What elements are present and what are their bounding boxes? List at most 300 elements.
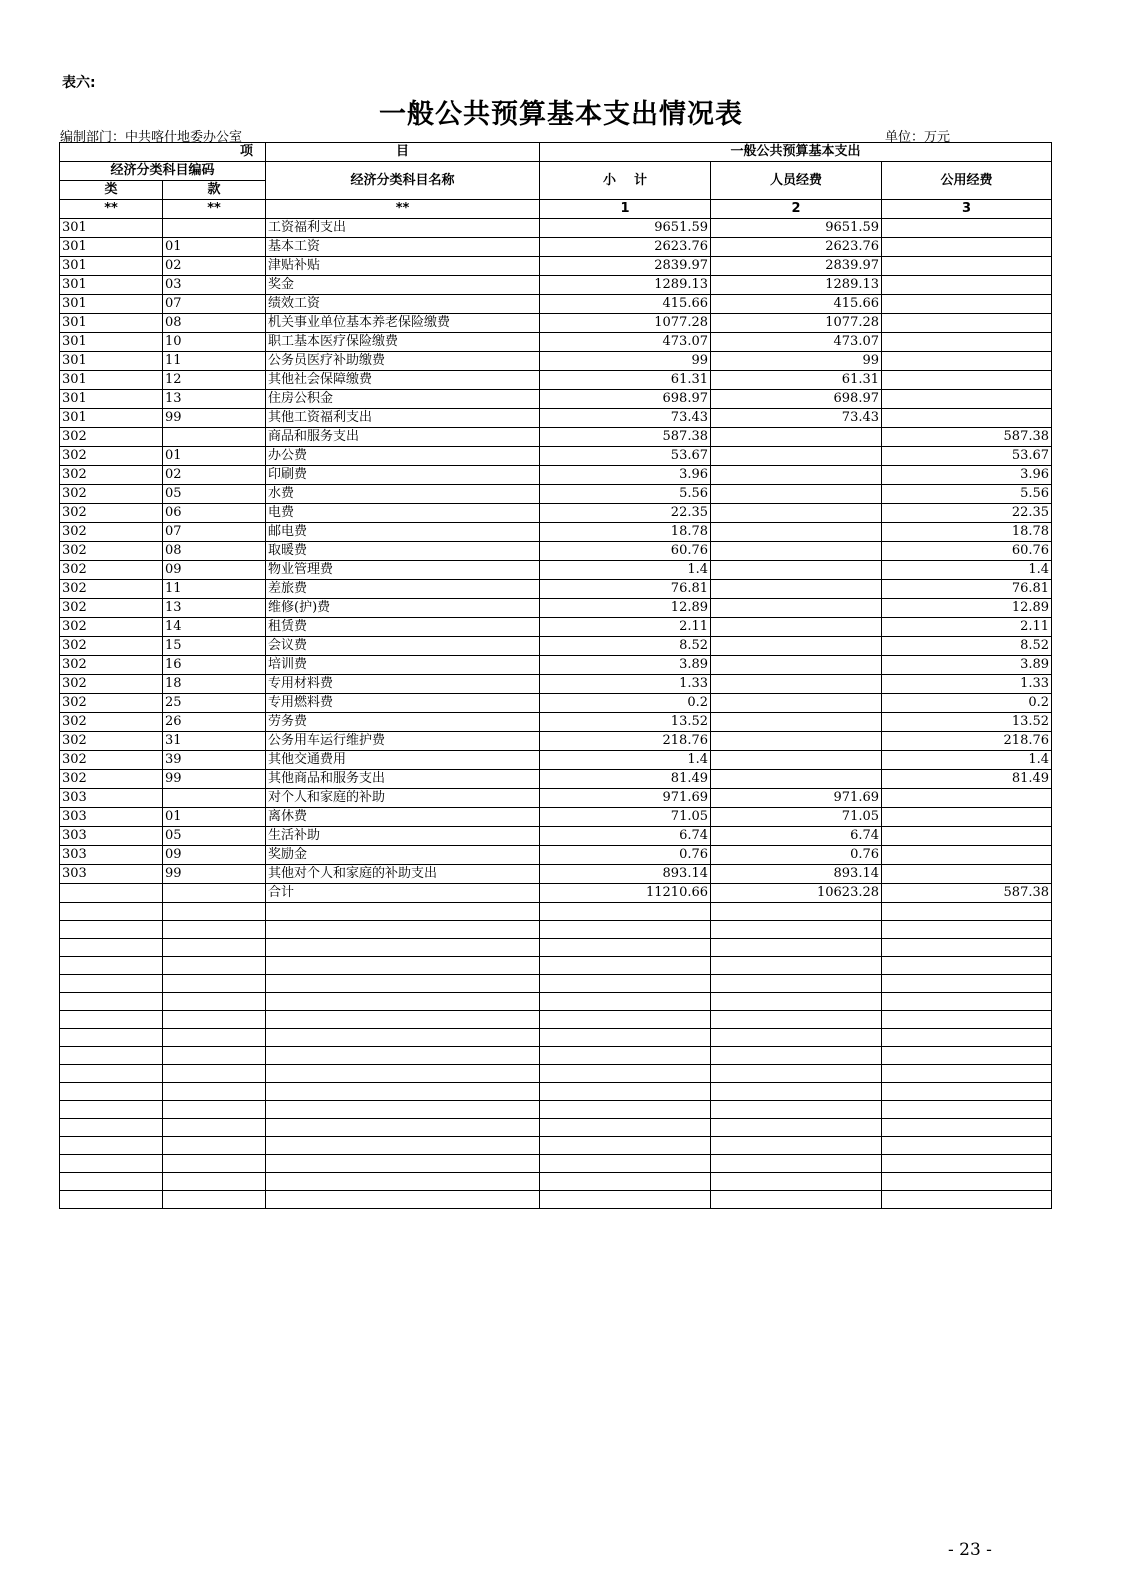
cell-personnel: 0.76	[711, 846, 882, 865]
cell-kuan: 02	[163, 466, 266, 485]
cell-public	[882, 352, 1052, 371]
cell-public	[882, 975, 1052, 993]
cell-name: 物业管理费	[266, 561, 540, 580]
table-row	[60, 846, 1052, 865]
index-kuan: **	[163, 200, 266, 219]
cell-subtotal: 5.56	[540, 485, 711, 504]
cell-lei: 301	[60, 257, 163, 276]
cell-name	[266, 1047, 540, 1065]
table-row	[60, 314, 1052, 333]
table-row	[60, 580, 1052, 599]
cell-kuan: 05	[163, 485, 266, 504]
cell-public: 587.38	[882, 884, 1052, 903]
cell-lei	[60, 939, 163, 957]
cell-name: 维修(护)费	[266, 599, 540, 618]
cell-name: 其他交通费用	[266, 751, 540, 770]
cell-personnel	[711, 504, 882, 523]
cell-lei: 303	[60, 846, 163, 865]
cell-lei: 302	[60, 751, 163, 770]
cell-name: 奖金	[266, 276, 540, 295]
cell-lei	[60, 993, 163, 1011]
cell-kuan: 07	[163, 523, 266, 542]
cell-personnel	[711, 1155, 882, 1173]
unit-label: 单位：万元	[885, 130, 951, 145]
table-row	[60, 219, 1052, 238]
cell-subtotal: 2623.76	[540, 238, 711, 257]
cell-kuan: 01	[163, 238, 266, 257]
cell-public: 8.52	[882, 637, 1052, 656]
cell-name: 培训费	[266, 656, 540, 675]
cell-subtotal	[540, 1155, 711, 1173]
cell-personnel	[711, 637, 882, 656]
header-row-2	[60, 162, 1052, 181]
cell-name: 生活补助	[266, 827, 540, 846]
cell-lei: 302	[60, 732, 163, 751]
cell-public	[882, 1155, 1052, 1173]
cell-name	[266, 957, 540, 975]
cell-lei: 302	[60, 428, 163, 447]
cell-public: 587.38	[882, 428, 1052, 447]
index-name: **	[266, 200, 540, 219]
cell-subtotal: 13.52	[540, 713, 711, 732]
cell-subtotal: 0.2	[540, 694, 711, 713]
cell-personnel	[711, 1173, 882, 1191]
cell-subtotal	[540, 1119, 711, 1137]
cell-personnel: 1077.28	[711, 314, 882, 333]
cell-public	[882, 993, 1052, 1011]
cell-public: 2.11	[882, 618, 1052, 637]
cell-kuan	[163, 993, 266, 1011]
cell-name: 职工基本医疗保险缴费	[266, 333, 540, 352]
cell-subtotal: 76.81	[540, 580, 711, 599]
table-row	[60, 675, 1052, 694]
cell-kuan	[163, 903, 266, 921]
cell-subtotal	[540, 903, 711, 921]
cell-kuan: 99	[163, 409, 266, 428]
cell-subtotal: 2.11	[540, 618, 711, 637]
cell-personnel	[711, 1029, 882, 1047]
cell-lei: 302	[60, 485, 163, 504]
cell-name: 津贴补贴	[266, 257, 540, 276]
cell-kuan	[163, 1119, 266, 1137]
table-row	[60, 656, 1052, 675]
index-1: 1	[540, 200, 711, 219]
cell-subtotal	[540, 993, 711, 1011]
header-item-right: 目	[266, 143, 540, 162]
table-row	[60, 957, 1052, 975]
table-row	[60, 770, 1052, 789]
cell-name	[266, 1065, 540, 1083]
cell-subtotal: 0.76	[540, 846, 711, 865]
cell-personnel	[711, 656, 882, 675]
cell-subtotal	[540, 1047, 711, 1065]
cell-personnel	[711, 921, 882, 939]
cell-public	[882, 314, 1052, 333]
cell-lei: 303	[60, 827, 163, 846]
cell-name	[266, 1101, 540, 1119]
table-row	[60, 884, 1052, 903]
table-row	[60, 1173, 1052, 1191]
table-row	[60, 523, 1052, 542]
cell-name	[266, 1155, 540, 1173]
cell-lei: 302	[60, 447, 163, 466]
cell-name: 其他对个人和家庭的补助支出	[266, 865, 540, 884]
cell-lei: 301	[60, 352, 163, 371]
cell-lei: 301	[60, 295, 163, 314]
cell-name	[266, 1191, 540, 1209]
cell-personnel: 61.31	[711, 371, 882, 390]
cell-lei: 301	[60, 390, 163, 409]
cell-subtotal: 53.67	[540, 447, 711, 466]
cell-personnel: 99	[711, 352, 882, 371]
cell-lei: 301	[60, 219, 163, 238]
cell-name: 基本工资	[266, 238, 540, 257]
table-row	[60, 447, 1052, 466]
header-row-1	[60, 143, 1052, 162]
cell-name	[266, 1011, 540, 1029]
cell-name: 劳务费	[266, 713, 540, 732]
cell-lei: 302	[60, 770, 163, 789]
table-row	[60, 789, 1052, 808]
cell-kuan	[163, 1155, 266, 1173]
cell-lei: 302	[60, 580, 163, 599]
table-row	[60, 827, 1052, 846]
cell-public	[882, 238, 1052, 257]
cell-personnel	[711, 618, 882, 637]
cell-name: 对个人和家庭的补助	[266, 789, 540, 808]
cell-kuan: 13	[163, 599, 266, 618]
cell-subtotal: 18.78	[540, 523, 711, 542]
header-index-row	[60, 200, 1052, 219]
cell-personnel: 1289.13	[711, 276, 882, 295]
table-row	[60, 1137, 1052, 1155]
cell-personnel	[711, 599, 882, 618]
cell-subtotal	[540, 1011, 711, 1029]
cell-name: 工资福利支出	[266, 219, 540, 238]
cell-public	[882, 1191, 1052, 1209]
cell-public	[882, 1119, 1052, 1137]
cell-kuan	[163, 1029, 266, 1047]
cell-public	[882, 276, 1052, 295]
table-row	[60, 542, 1052, 561]
table-row	[60, 561, 1052, 580]
table-row	[60, 694, 1052, 713]
cell-public	[882, 1029, 1052, 1047]
cell-public	[882, 957, 1052, 975]
cell-kuan: 08	[163, 314, 266, 333]
cell-kuan	[163, 957, 266, 975]
cell-name: 机关事业单位基本养老保险缴费	[266, 314, 540, 333]
cell-kuan	[163, 1101, 266, 1119]
cell-kuan: 10	[163, 333, 266, 352]
cell-personnel: 9651.59	[711, 219, 882, 238]
cell-personnel	[711, 1065, 882, 1083]
cell-kuan	[163, 1191, 266, 1209]
cell-kuan	[163, 428, 266, 447]
cell-personnel	[711, 939, 882, 957]
table-number: 表六:	[62, 75, 96, 91]
table-row	[60, 637, 1052, 656]
table-row	[60, 618, 1052, 637]
cell-name: 邮电费	[266, 523, 540, 542]
table-row	[60, 975, 1052, 993]
cell-personnel	[711, 903, 882, 921]
cell-personnel	[711, 975, 882, 993]
table-row	[60, 1083, 1052, 1101]
cell-subtotal: 1077.28	[540, 314, 711, 333]
header-public: 公用经费	[882, 162, 1052, 200]
cell-personnel	[711, 1011, 882, 1029]
table-row	[60, 713, 1052, 732]
cell-subtotal: 1.4	[540, 561, 711, 580]
cell-kuan: 18	[163, 675, 266, 694]
budget-table	[59, 142, 1052, 1209]
cell-public: 53.67	[882, 447, 1052, 466]
cell-subtotal: 22.35	[540, 504, 711, 523]
cell-kuan: 01	[163, 447, 266, 466]
cell-personnel	[711, 713, 882, 732]
cell-public	[882, 789, 1052, 808]
cell-personnel	[711, 770, 882, 789]
cell-public: 81.49	[882, 770, 1052, 789]
cell-lei	[60, 1029, 163, 1047]
table-row	[60, 1047, 1052, 1065]
cell-subtotal: 473.07	[540, 333, 711, 352]
cell-name: 办公费	[266, 447, 540, 466]
table-row	[60, 1029, 1052, 1047]
cell-lei	[60, 884, 163, 903]
cell-subtotal: 3.89	[540, 656, 711, 675]
cell-lei: 302	[60, 466, 163, 485]
table-row	[60, 1119, 1052, 1137]
cell-lei	[60, 903, 163, 921]
cell-public	[882, 257, 1052, 276]
cell-kuan: 31	[163, 732, 266, 751]
cell-kuan: 01	[163, 808, 266, 827]
cell-subtotal	[540, 921, 711, 939]
cell-name	[266, 1137, 540, 1155]
cell-public: 5.56	[882, 485, 1052, 504]
cell-personnel: 2623.76	[711, 238, 882, 257]
cell-subtotal: 3.96	[540, 466, 711, 485]
cell-personnel: 6.74	[711, 827, 882, 846]
cell-subtotal	[540, 975, 711, 993]
cell-kuan	[163, 1047, 266, 1065]
cell-kuan: 09	[163, 846, 266, 865]
table-row	[60, 504, 1052, 523]
cell-personnel	[711, 485, 882, 504]
cell-personnel	[711, 1101, 882, 1119]
cell-personnel	[711, 1083, 882, 1101]
cell-name	[266, 1029, 540, 1047]
cell-lei: 301	[60, 314, 163, 333]
cell-personnel	[711, 1047, 882, 1065]
cell-kuan: 11	[163, 352, 266, 371]
cell-kuan	[163, 219, 266, 238]
cell-name: 其他社会保障缴费	[266, 371, 540, 390]
cell-personnel	[711, 580, 882, 599]
cell-subtotal: 11210.66	[540, 884, 711, 903]
table-row	[60, 485, 1052, 504]
cell-personnel: 73.43	[711, 409, 882, 428]
document-title: 一般公共预算基本支出情况表	[379, 99, 743, 130]
cell-name: 公务用车运行维护费	[266, 732, 540, 751]
cell-name: 合计	[266, 884, 540, 903]
table-row	[60, 808, 1052, 827]
cell-public	[882, 371, 1052, 390]
cell-public	[882, 903, 1052, 921]
cell-name	[266, 1119, 540, 1137]
cell-personnel	[711, 1119, 882, 1137]
cell-lei: 301	[60, 333, 163, 352]
header-budget: 一般公共预算基本支出	[540, 143, 1052, 162]
cell-lei: 302	[60, 542, 163, 561]
cell-lei: 303	[60, 865, 163, 884]
table-row	[60, 921, 1052, 939]
cell-public	[882, 390, 1052, 409]
cell-lei	[60, 1191, 163, 1209]
cell-kuan: 14	[163, 618, 266, 637]
cell-personnel	[711, 523, 882, 542]
cell-personnel: 971.69	[711, 789, 882, 808]
cell-public	[882, 409, 1052, 428]
cell-name: 其他商品和服务支出	[266, 770, 540, 789]
cell-lei: 302	[60, 694, 163, 713]
cell-public	[882, 1173, 1052, 1191]
cell-kuan	[163, 939, 266, 957]
table-row	[60, 333, 1052, 352]
cell-subtotal	[540, 939, 711, 957]
cell-name	[266, 1083, 540, 1101]
table-row	[60, 865, 1052, 884]
cell-lei: 302	[60, 675, 163, 694]
cell-kuan: 11	[163, 580, 266, 599]
cell-lei	[60, 1065, 163, 1083]
cell-public	[882, 808, 1052, 827]
cell-name	[266, 975, 540, 993]
table-row	[60, 1155, 1052, 1173]
table-row	[60, 1011, 1052, 1029]
table-row	[60, 732, 1052, 751]
cell-personnel: 415.66	[711, 295, 882, 314]
cell-public	[882, 219, 1052, 238]
cell-public: 76.81	[882, 580, 1052, 599]
header-kuan: 款	[163, 181, 266, 200]
cell-public	[882, 1011, 1052, 1029]
cell-kuan: 99	[163, 865, 266, 884]
cell-public: 218.76	[882, 732, 1052, 751]
cell-name: 专用材料费	[266, 675, 540, 694]
cell-personnel	[711, 957, 882, 975]
cell-subtotal	[540, 1191, 711, 1209]
cell-personnel: 893.14	[711, 865, 882, 884]
cell-subtotal: 971.69	[540, 789, 711, 808]
cell-kuan: 39	[163, 751, 266, 770]
cell-public	[882, 865, 1052, 884]
cell-name: 会议费	[266, 637, 540, 656]
cell-kuan: 09	[163, 561, 266, 580]
page-number: - 23 -	[948, 1540, 992, 1560]
cell-kuan	[163, 884, 266, 903]
cell-public	[882, 1083, 1052, 1101]
table-row	[60, 1065, 1052, 1083]
cell-kuan: 25	[163, 694, 266, 713]
header-personnel: 人员经费	[711, 162, 882, 200]
cell-subtotal	[540, 1029, 711, 1047]
cell-personnel	[711, 561, 882, 580]
cell-subtotal: 587.38	[540, 428, 711, 447]
cell-kuan	[163, 1011, 266, 1029]
cell-subtotal	[540, 1083, 711, 1101]
cell-name: 印刷费	[266, 466, 540, 485]
cell-kuan: 12	[163, 371, 266, 390]
cell-subtotal	[540, 1065, 711, 1083]
cell-kuan: 05	[163, 827, 266, 846]
cell-lei	[60, 957, 163, 975]
cell-name: 专用燃料费	[266, 694, 540, 713]
cell-kuan	[163, 1065, 266, 1083]
cell-personnel: 2839.97	[711, 257, 882, 276]
cell-subtotal: 415.66	[540, 295, 711, 314]
cell-kuan: 06	[163, 504, 266, 523]
cell-public: 13.52	[882, 713, 1052, 732]
header-subtotal: 小 计	[540, 162, 711, 200]
cell-lei	[60, 1011, 163, 1029]
table-row	[60, 371, 1052, 390]
cell-public	[882, 939, 1052, 957]
cell-personnel	[711, 1191, 882, 1209]
cell-kuan: 02	[163, 257, 266, 276]
table-row	[60, 599, 1052, 618]
cell-personnel	[711, 466, 882, 485]
table-row	[60, 1191, 1052, 1209]
cell-kuan: 99	[163, 770, 266, 789]
index-2: 2	[711, 200, 882, 219]
cell-kuan: 26	[163, 713, 266, 732]
cell-subtotal: 71.05	[540, 808, 711, 827]
cell-public: 22.35	[882, 504, 1052, 523]
cell-subtotal: 61.31	[540, 371, 711, 390]
cell-lei: 301	[60, 409, 163, 428]
cell-personnel: 698.97	[711, 390, 882, 409]
cell-name: 差旅费	[266, 580, 540, 599]
cell-kuan: 16	[163, 656, 266, 675]
table-row	[60, 238, 1052, 257]
cell-name: 电费	[266, 504, 540, 523]
cell-lei: 303	[60, 808, 163, 827]
cell-personnel	[711, 675, 882, 694]
cell-subtotal: 1289.13	[540, 276, 711, 295]
header-item-left: 项	[60, 143, 266, 162]
cell-public: 1.33	[882, 675, 1052, 694]
cell-public: 1.4	[882, 751, 1052, 770]
table-row	[60, 903, 1052, 921]
table-row	[60, 295, 1052, 314]
cell-kuan: 03	[163, 276, 266, 295]
cell-lei: 302	[60, 656, 163, 675]
cell-lei	[60, 1083, 163, 1101]
cell-kuan: 07	[163, 295, 266, 314]
cell-lei	[60, 1047, 163, 1065]
cell-subtotal: 1.33	[540, 675, 711, 694]
cell-public: 60.76	[882, 542, 1052, 561]
cell-public	[882, 1137, 1052, 1155]
cell-lei: 301	[60, 276, 163, 295]
cell-kuan	[163, 921, 266, 939]
cell-kuan	[163, 1173, 266, 1191]
cell-lei	[60, 921, 163, 939]
table-row	[60, 257, 1052, 276]
